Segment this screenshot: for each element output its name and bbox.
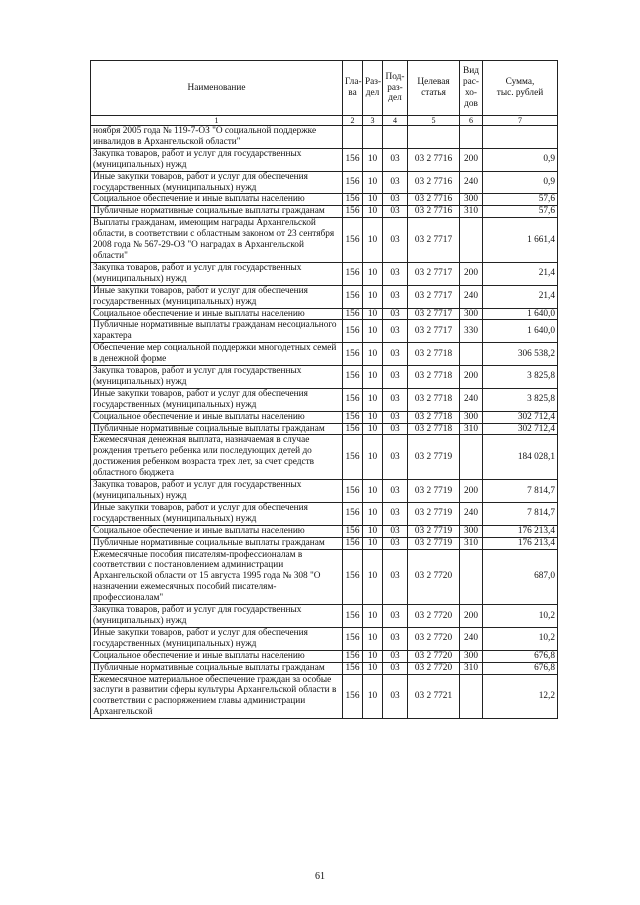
cell-vid	[460, 343, 483, 366]
header-razdel-text: Раз- дел	[365, 77, 382, 98]
cell-celevaya: 03 2 7719	[408, 537, 460, 549]
cell-name: Закупка товаров, работ и услуг для государственных (муниципальных) нужд	[91, 605, 343, 628]
cell-vid: 300	[460, 650, 483, 662]
table-row	[91, 605, 558, 628]
cell-glava: 156	[343, 525, 363, 537]
cell-name: Социальное обеспечение и иные выплаты населению	[91, 308, 343, 320]
cell-podrazdel: 03	[383, 388, 408, 411]
header-vid-text: Вид рас- хо- дов	[463, 66, 479, 109]
cell-vid	[460, 126, 483, 149]
cell-podrazdel: 03	[383, 627, 408, 650]
cell-summa: 57,6	[483, 194, 558, 206]
cell-podrazdel	[383, 126, 408, 149]
cell-vid: 310	[460, 662, 483, 674]
cell-glava: 156	[343, 308, 363, 320]
cell-podrazdel: 03	[383, 218, 408, 263]
table-row	[91, 549, 558, 605]
cell-podrazdel: 03	[383, 549, 408, 605]
cell-summa: 1 661,4	[483, 218, 558, 263]
table-row	[91, 285, 558, 308]
cell-razdel: 10	[363, 480, 383, 503]
cell-razdel: 10	[363, 627, 383, 650]
cell-podrazdel: 03	[383, 411, 408, 423]
cell-celevaya: 03 2 7720	[408, 605, 460, 628]
table-row	[91, 206, 558, 218]
cell-vid: 330	[460, 320, 483, 343]
cell-name: Иные закупки товаров, работ и услуг для обеспечения государственных (муниципальных) нужд	[91, 388, 343, 411]
cell-celevaya: 03 2 7718	[408, 423, 460, 435]
cell-summa: 176 213,4	[483, 525, 558, 537]
table-row	[91, 627, 558, 650]
cell-glava: 156	[343, 502, 363, 525]
cell-summa: 3 825,8	[483, 366, 558, 389]
table-row	[91, 502, 558, 525]
cell-vid: 240	[460, 171, 483, 194]
table-row	[91, 308, 558, 320]
cell-name: Закупка товаров, работ и услуг для государственных (муниципальных) нужд	[91, 480, 343, 503]
cell-summa	[483, 126, 558, 149]
cell-razdel: 10	[363, 366, 383, 389]
cell-celevaya: 03 2 7716	[408, 148, 460, 171]
cell-vid: 240	[460, 388, 483, 411]
cell-razdel: 10	[363, 411, 383, 423]
cell-name: Иные закупки товаров, работ и услуг для обеспечения государственных (муниципальных) нужд	[91, 502, 343, 525]
cell-summa: 12,2	[483, 674, 558, 719]
cell-podrazdel: 03	[383, 206, 408, 218]
cell-glava: 156	[343, 388, 363, 411]
cell-vid: 200	[460, 262, 483, 285]
header-podrazdel	[383, 61, 408, 116]
cell-name: Ежемесячное материальное обеспечение граждан за особые заслуги в развитии сферы культуры Архангельской области в соответствии с распоряжением главы администрации Архангельской	[91, 674, 343, 719]
cell-summa: 176 213,4	[483, 537, 558, 549]
cell-glava: 156	[343, 605, 363, 628]
cell-glava: 156	[343, 194, 363, 206]
cell-name: Иные закупки товаров, работ и услуг для обеспечения государственных (муниципальных) нужд	[91, 285, 343, 308]
cell-name: Выплаты гражданам, имеющим награды Архангельской области, в соответствии с областным законом от 23 сентября 2008 года № 567-29-ОЗ "О наградах в Архангельской области"	[91, 218, 343, 263]
cell-glava: 156	[343, 366, 363, 389]
cell-glava: 156	[343, 343, 363, 366]
cell-podrazdel: 03	[383, 194, 408, 206]
header-glava-text: Гла- ва	[345, 77, 362, 98]
table-row	[91, 126, 558, 149]
col-number: 4	[383, 116, 408, 126]
col-number: 6	[460, 116, 483, 126]
cell-celevaya: 03 2 7719	[408, 435, 460, 480]
cell-podrazdel: 03	[383, 262, 408, 285]
table-row	[91, 262, 558, 285]
cell-vid: 300	[460, 525, 483, 537]
cell-podrazdel: 03	[383, 650, 408, 662]
cell-podrazdel: 03	[383, 674, 408, 719]
cell-celevaya: 03 2 7718	[408, 388, 460, 411]
cell-vid: 240	[460, 502, 483, 525]
cell-vid: 240	[460, 285, 483, 308]
cell-razdel: 10	[363, 605, 383, 628]
cell-vid: 200	[460, 366, 483, 389]
cell-vid: 240	[460, 627, 483, 650]
cell-razdel: 10	[363, 194, 383, 206]
cell-podrazdel: 03	[383, 435, 408, 480]
cell-podrazdel: 03	[383, 662, 408, 674]
cell-glava: 156	[343, 423, 363, 435]
cell-name: Социальное обеспечение и иные выплаты населению	[91, 194, 343, 206]
cell-celevaya: 03 2 7718	[408, 343, 460, 366]
cell-razdel: 10	[363, 262, 383, 285]
cell-glava: 156	[343, 218, 363, 263]
cell-razdel	[363, 126, 383, 149]
cell-name: Ежемесячные пособия писателям-профессионалам в соответствии с постановлением администрации Архангельской области от 15 августа 1995 года № 308 "О назначении ежемесячных пособий писателям-профессионалам"	[91, 549, 343, 605]
header-glava	[343, 61, 363, 116]
cell-podrazdel: 03	[383, 308, 408, 320]
cell-name: Социальное обеспечение и иные выплаты населению	[91, 650, 343, 662]
cell-name: ноября 2005 года № 119-7-ОЗ "О социальной поддержке инвалидов в Архангельской области"	[91, 126, 343, 149]
header-celevaya	[408, 61, 460, 116]
cell-glava: 156	[343, 435, 363, 480]
cell-podrazdel: 03	[383, 423, 408, 435]
cell-vid	[460, 549, 483, 605]
cell-summa: 184 028,1	[483, 435, 558, 480]
table-row	[91, 388, 558, 411]
table-row	[91, 320, 558, 343]
cell-podrazdel: 03	[383, 171, 408, 194]
header-podrazdel-text: Под- раз- дел	[385, 71, 405, 104]
cell-name: Публичные нормативные социальные выплаты гражданам	[91, 537, 343, 549]
cell-summa: 57,6	[483, 206, 558, 218]
cell-razdel: 10	[363, 320, 383, 343]
cell-celevaya: 03 2 7719	[408, 525, 460, 537]
cell-summa: 676,8	[483, 650, 558, 662]
cell-glava: 156	[343, 262, 363, 285]
cell-vid: 200	[460, 605, 483, 628]
cell-summa: 0,9	[483, 148, 558, 171]
cell-glava: 156	[343, 171, 363, 194]
cell-razdel: 10	[363, 502, 383, 525]
cell-summa: 302 712,4	[483, 423, 558, 435]
cell-razdel: 10	[363, 423, 383, 435]
cell-celevaya	[408, 126, 460, 149]
cell-celevaya: 03 2 7717	[408, 218, 460, 263]
cell-summa: 21,4	[483, 262, 558, 285]
cell-razdel: 10	[363, 537, 383, 549]
cell-name: Социальное обеспечение и иные выплаты населению	[91, 411, 343, 423]
table-row	[91, 423, 558, 435]
cell-summa: 1 640,0	[483, 320, 558, 343]
col-number: 1	[91, 116, 343, 126]
header-summa	[483, 61, 558, 116]
cell-celevaya: 03 2 7716	[408, 206, 460, 218]
table-row	[91, 366, 558, 389]
cell-summa: 687,0	[483, 549, 558, 605]
cell-summa: 1 640,0	[483, 308, 558, 320]
cell-celevaya: 03 2 7720	[408, 650, 460, 662]
table-row	[91, 343, 558, 366]
cell-glava: 156	[343, 320, 363, 343]
cell-summa: 7 814,7	[483, 502, 558, 525]
cell-celevaya: 03 2 7718	[408, 366, 460, 389]
cell-summa: 0,9	[483, 171, 558, 194]
cell-celevaya: 03 2 7719	[408, 480, 460, 503]
cell-podrazdel: 03	[383, 605, 408, 628]
cell-celevaya: 03 2 7720	[408, 549, 460, 605]
cell-summa: 676,8	[483, 662, 558, 674]
table-row	[91, 662, 558, 674]
cell-razdel: 10	[363, 343, 383, 366]
cell-razdel: 10	[363, 308, 383, 320]
cell-vid	[460, 218, 483, 263]
header-razdel	[363, 61, 383, 116]
cell-name: Публичные нормативные выплаты гражданам несоциального характера	[91, 320, 343, 343]
cell-name: Публичные нормативные социальные выплаты гражданам	[91, 423, 343, 435]
cell-vid: 310	[460, 423, 483, 435]
cell-vid: 300	[460, 308, 483, 320]
cell-vid: 200	[460, 480, 483, 503]
table-row	[91, 480, 558, 503]
cell-podrazdel: 03	[383, 502, 408, 525]
cell-glava	[343, 126, 363, 149]
cell-name: Обеспечение мер социальной поддержки многодетных семей в денежной форме	[91, 343, 343, 366]
cell-name: Закупка товаров, работ и услуг для государственных (муниципальных) нужд	[91, 148, 343, 171]
cell-celevaya: 03 2 7719	[408, 502, 460, 525]
cell-vid: 300	[460, 194, 483, 206]
cell-podrazdel: 03	[383, 480, 408, 503]
cell-summa: 7 814,7	[483, 480, 558, 503]
table-row	[91, 218, 558, 263]
cell-razdel: 10	[363, 525, 383, 537]
table-row	[91, 194, 558, 206]
cell-glava: 156	[343, 674, 363, 719]
cell-glava: 156	[343, 285, 363, 308]
col-number: 2	[343, 116, 363, 126]
header-name: Наименование	[91, 61, 343, 116]
table-row	[91, 674, 558, 719]
cell-celevaya: 03 2 7716	[408, 194, 460, 206]
table-row	[91, 435, 558, 480]
cell-name: Ежемесячная денежная выплата, назначаемая в случае рождения третьего ребенка или последующих детей до достижения ребенком возраста трех лет, за счет средств областного бюджета	[91, 435, 343, 480]
col-number: 3	[363, 116, 383, 126]
column-number-row	[91, 116, 558, 126]
header-vid	[460, 61, 483, 116]
cell-name: Публичные нормативные социальные выплаты гражданам	[91, 662, 343, 674]
cell-glava: 156	[343, 549, 363, 605]
table-row	[91, 525, 558, 537]
cell-vid: 310	[460, 206, 483, 218]
cell-podrazdel: 03	[383, 525, 408, 537]
table-row	[91, 650, 558, 662]
table-body	[91, 126, 558, 719]
cell-name: Иные закупки товаров, работ и услуг для обеспечения государственных (муниципальных) нужд	[91, 171, 343, 194]
cell-celevaya: 03 2 7720	[408, 627, 460, 650]
cell-celevaya: 03 2 7721	[408, 674, 460, 719]
cell-razdel: 10	[363, 388, 383, 411]
cell-vid: 200	[460, 148, 483, 171]
cell-summa: 306 538,2	[483, 343, 558, 366]
cell-summa: 10,2	[483, 627, 558, 650]
cell-podrazdel: 03	[383, 366, 408, 389]
cell-razdel: 10	[363, 148, 383, 171]
table-row	[91, 148, 558, 171]
cell-podrazdel: 03	[383, 537, 408, 549]
cell-name: Иные закупки товаров, работ и услуг для обеспечения государственных (муниципальных) нужд	[91, 627, 343, 650]
page-number: 61	[315, 871, 325, 882]
cell-glava: 156	[343, 480, 363, 503]
cell-razdel: 10	[363, 650, 383, 662]
cell-celevaya: 03 2 7716	[408, 171, 460, 194]
cell-celevaya: 03 2 7717	[408, 320, 460, 343]
cell-summa: 10,2	[483, 605, 558, 628]
cell-podrazdel: 03	[383, 285, 408, 308]
cell-name: Социальное обеспечение и иные выплаты населению	[91, 525, 343, 537]
cell-name: Публичные нормативные социальные выплаты гражданам	[91, 206, 343, 218]
header-summa-text: Сумма, тыс. рублей	[496, 77, 544, 98]
cell-podrazdel: 03	[383, 343, 408, 366]
cell-glava: 156	[343, 206, 363, 218]
cell-vid	[460, 674, 483, 719]
table-row	[91, 537, 558, 549]
table-row	[91, 411, 558, 423]
col-number: 7	[483, 116, 558, 126]
cell-razdel: 10	[363, 206, 383, 218]
cell-glava: 156	[343, 411, 363, 423]
cell-vid: 300	[460, 411, 483, 423]
cell-vid	[460, 435, 483, 480]
cell-glava: 156	[343, 662, 363, 674]
cell-glava: 156	[343, 627, 363, 650]
cell-razdel: 10	[363, 435, 383, 480]
cell-razdel: 10	[363, 674, 383, 719]
cell-podrazdel: 03	[383, 320, 408, 343]
cell-razdel: 10	[363, 662, 383, 674]
cell-celevaya: 03 2 7720	[408, 662, 460, 674]
cell-glava: 156	[343, 148, 363, 171]
cell-razdel: 10	[363, 218, 383, 263]
cell-summa: 302 712,4	[483, 411, 558, 423]
cell-podrazdel: 03	[383, 148, 408, 171]
cell-celevaya: 03 2 7718	[408, 411, 460, 423]
cell-celevaya: 03 2 7717	[408, 308, 460, 320]
col-number: 5	[408, 116, 460, 126]
budget-table	[90, 60, 558, 719]
cell-celevaya: 03 2 7717	[408, 285, 460, 308]
cell-razdel: 10	[363, 549, 383, 605]
cell-vid: 310	[460, 537, 483, 549]
table-row	[91, 171, 558, 194]
cell-celevaya: 03 2 7717	[408, 262, 460, 285]
cell-name: Закупка товаров, работ и услуг для государственных (муниципальных) нужд	[91, 366, 343, 389]
cell-razdel: 10	[363, 285, 383, 308]
cell-summa: 21,4	[483, 285, 558, 308]
header-row	[91, 61, 558, 116]
cell-razdel: 10	[363, 171, 383, 194]
cell-name: Закупка товаров, работ и услуг для государственных (муниципальных) нужд	[91, 262, 343, 285]
header-celevaya-text: Целевая статья	[417, 77, 450, 98]
cell-glava: 156	[343, 650, 363, 662]
cell-glava: 156	[343, 537, 363, 549]
cell-summa: 3 825,8	[483, 388, 558, 411]
